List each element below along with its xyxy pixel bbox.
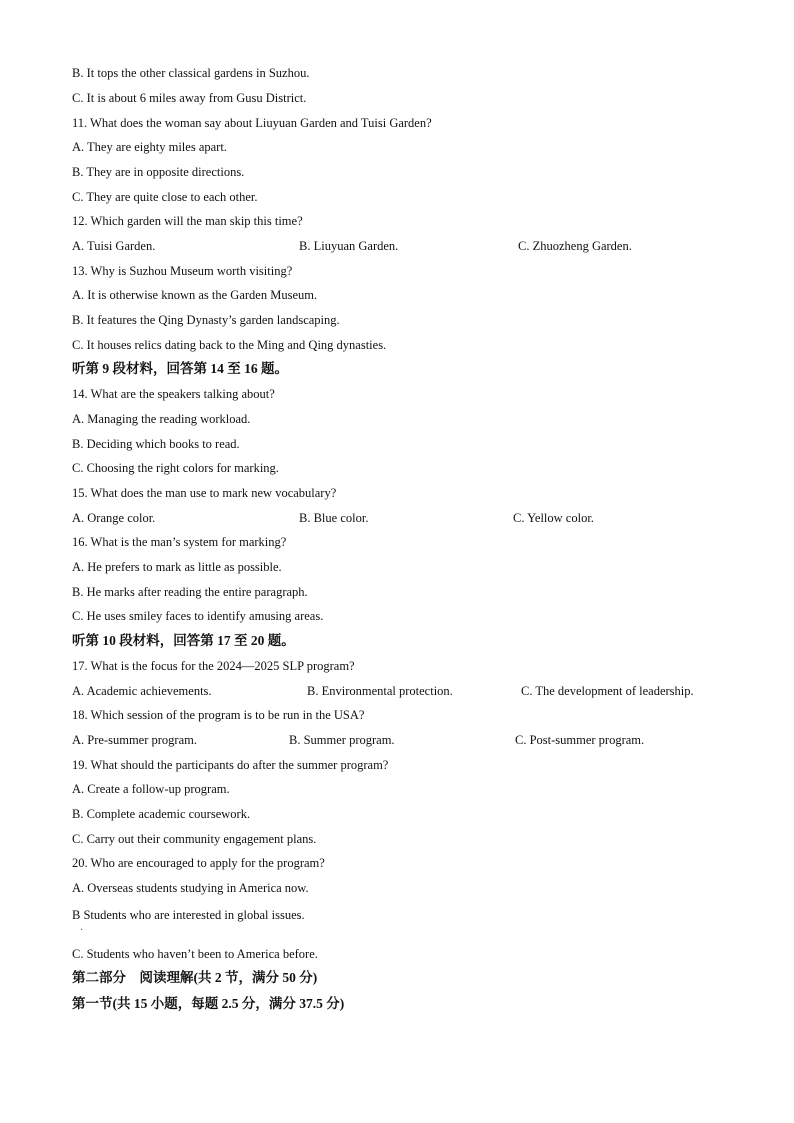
- q16-option-a: A. He prefers to mark as little as possible.: [72, 560, 282, 574]
- q17-option-c: C. The development of leadership.: [521, 684, 694, 698]
- q15-option-b: B. Blue color.: [299, 511, 369, 525]
- part-two-heading: 第二部分 阅读理解(共 2 节，满分 50 分): [72, 970, 318, 985]
- q11-option-b: B. They are in opposite directions.: [72, 165, 245, 179]
- q12-option-b: B. Liuyuan Garden.: [299, 239, 399, 253]
- q10-option-c: C. It is about 6 miles away from Gusu District.: [72, 91, 307, 105]
- section-heading-material-9: 听第 9 段材料，回答第 14 至 16 题。: [72, 361, 288, 376]
- q16-option-b: B. He marks after reading the entire paragraph.: [72, 585, 308, 599]
- q15-option-c: C. Yellow color.: [513, 511, 594, 525]
- q17-question: 17. What is the focus for the 2024—2025 SLP program?: [72, 659, 355, 673]
- q14-question: 14. What are the speakers talking about?: [72, 387, 275, 401]
- q16-question: 16. What is the man’s system for marking?: [72, 535, 287, 549]
- q18-option-c: C. Post-summer program.: [515, 733, 645, 747]
- section-one-heading: 第一节(共 15 小题，每题 2.5 分，满分 37.5 分): [72, 996, 345, 1011]
- q13-option-b: B. It features the Qing Dynasty’s garden landscaping.: [72, 313, 340, 327]
- q19-option-a: A. Create a follow-up program.: [72, 782, 230, 796]
- q12-question: 12. Which garden will the man skip this time?: [72, 214, 303, 228]
- q12-option-a: A. Tuisi Garden.: [72, 239, 156, 253]
- stray-mark: ·: [80, 925, 84, 936]
- q12-option-c: C. Zhuozheng Garden.: [518, 239, 632, 253]
- q14-option-c: C. Choosing the right colors for marking.: [72, 461, 279, 475]
- q19-option-c: C. Carry out their community engagement plans.: [72, 832, 317, 846]
- q18-question: 18. Which session of the program is to be run in the USA?: [72, 708, 365, 722]
- q10-option-b: B. It tops the other classical gardens in Suzhou.: [72, 66, 310, 80]
- section-heading-material-10: 听第 10 段材料，回答第 17 至 20 题。: [72, 633, 295, 648]
- q20-option-b: B Students who are interested in global issues.: [72, 908, 305, 922]
- q13-option-c: C. It houses relics dating back to the Ming and Qing dynasties.: [72, 338, 387, 352]
- q15-question: 15. What does the man use to mark new vocabulary?: [72, 486, 337, 500]
- q14-option-b: B. Deciding which books to read.: [72, 437, 240, 451]
- q20-option-c: C. Students who haven’t been to America before.: [72, 947, 318, 961]
- q14-option-a: A. Managing the reading workload.: [72, 412, 251, 426]
- q17-option-a: A. Academic achievements.: [72, 684, 212, 698]
- q20-option-a: A. Overseas students studying in America now.: [72, 881, 309, 895]
- q13-option-a: A. It is otherwise known as the Garden Museum.: [72, 288, 318, 302]
- q16-option-c: C. He uses smiley faces to identify amusing areas.: [72, 609, 324, 623]
- q11-option-a: A. They are eighty miles apart.: [72, 140, 227, 154]
- q13-question: 13. Why is Suzhou Museum worth visiting?: [72, 264, 293, 278]
- q19-question: 19. What should the participants do after the summer program?: [72, 758, 389, 772]
- q17-option-b: B. Environmental protection.: [307, 684, 453, 698]
- q15-option-a: A. Orange color.: [72, 511, 156, 525]
- q11-option-c: C. They are quite close to each other.: [72, 190, 258, 204]
- q19-option-b: B. Complete academic coursework.: [72, 807, 251, 821]
- q11-question: 11. What does the woman say about Liuyuan Garden and Tuisi Garden?: [72, 116, 432, 130]
- q18-option-a: A. Pre-summer program.: [72, 733, 197, 747]
- q20-question: 20. Who are encouraged to apply for the program?: [72, 856, 325, 870]
- q18-option-b: B. Summer program.: [289, 733, 395, 747]
